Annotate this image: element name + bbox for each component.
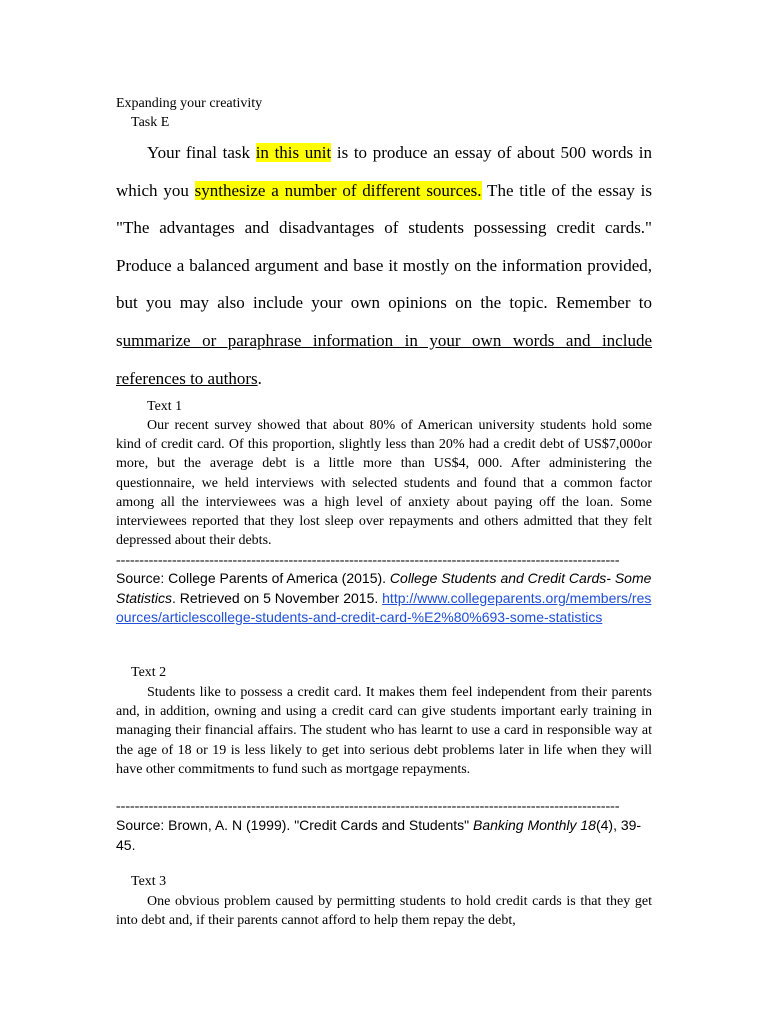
text2-source-prefix: Source: Brown, A. N (1999). "Credit Cards and Students" (116, 817, 473, 833)
text1-source-link[interactable]: http://www.collegeparents.org/members/resources/articlescollege-students-and-credit-card-%E2%80%693-some-statistics (116, 589, 652, 626)
text1-source-title: College Students and Credit Cards- Some Statistics (116, 570, 652, 606)
text3-body-content: One obvious problem caused by permitting students to hold credit cards is that they get into debt and, if their parents cannot afford to help them repay the debt, (116, 894, 652, 929)
highlight-synthesize: synthesize a number of different sources. (194, 180, 482, 200)
task-text-part1: Your final task (147, 143, 256, 162)
text1-label: Text 1 (147, 399, 183, 414)
task-text-end: . (257, 368, 262, 388)
separator-2: ------------------------------------------------------------------------------------------------------------ (116, 800, 620, 814)
text3-label: Text 3 (131, 874, 167, 889)
text2-body-content: Students like to possess a credit card. It makes them feel independent from their parents and, in addition, owning and using a credit card can give students important early training in managing their financial affairs. The student who has learnt to use a card in responsible way at the age of 18 or 19 is less likely to get into serious debt problems later in life when they will have other commitments to fund such as mortgage repayments. (116, 685, 652, 777)
text2-source-mid: (4), 39-45. (116, 817, 642, 853)
task-instructions (116, 134, 652, 397)
text2-source (116, 816, 652, 855)
task-label: Task E (131, 115, 170, 130)
section-title: Expanding your creativity (116, 96, 263, 111)
highlight-in-this-unit: in this unit (255, 143, 332, 162)
text2-source-journal: Banking Monthly 18 (473, 817, 596, 833)
task-text-part3: The title of the essay is "The advantages and disadvantages of students possessing credit cards." Produce a balanced argument and base it mostly on the information provided, but you may also include your own opinions on the topic. Remember to s (116, 180, 653, 350)
separator-1: ------------------------------------------------------------------------------------------------------------ (116, 554, 620, 568)
text2-body (116, 683, 652, 779)
text1-body-content: Our recent survey showed that about 80% of American university students hold some kind of credit card. Of this proportion, slightly less than 20% had a credit debt of US$7,000or more, but the average debt is a little more than US$4, 000. After administering the questionnaire, we held interviews with selected students and found that a common factor among all the interviewees was a high level of anxiety about paying off the loan. Some interviewees reported that they lost sleep over repayments and others admitted that they felt depressed about their debts. (116, 418, 652, 549)
text1-source-prefix: Source: College Parents of America (2015). (116, 570, 390, 586)
text1-source-mid: . Retrieved on 5 November 2015. (172, 589, 383, 606)
text1-source (116, 569, 652, 628)
task-text-part2: is to produce an essay of about 500 words in which you (116, 143, 653, 200)
text1-body (116, 416, 652, 550)
text2-label: Text 2 (131, 665, 167, 680)
text3-body (116, 892, 652, 930)
underlined-instruction: ummarize or paraphrase information in your own words and include references to authors (116, 330, 652, 388)
